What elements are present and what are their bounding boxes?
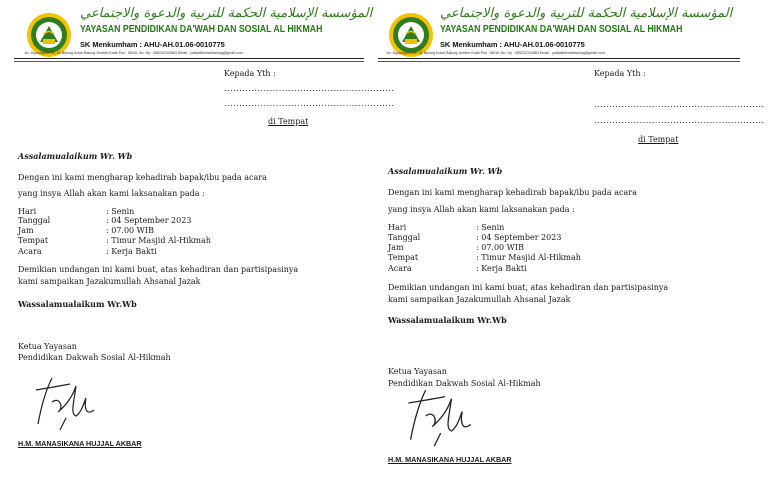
detail-label: Hari bbox=[18, 207, 37, 216]
signer-name: H.M. MANASIKANA HUJJAL AKBAR bbox=[18, 439, 142, 448]
closing-line-2: kami sampaikan Jazakumullah Ahsanal Jazak bbox=[388, 295, 571, 304]
header-rule-thin bbox=[14, 61, 364, 62]
opening-greeting: Assalamualaikum Wr. Wb bbox=[18, 151, 133, 161]
place-label: di Tempat bbox=[638, 135, 679, 144]
signer-title-1: Ketua Yayasan bbox=[18, 342, 77, 351]
recipient-line-1: ........................................................ bbox=[224, 84, 395, 93]
detail-label: Acara bbox=[18, 247, 42, 256]
header-rule bbox=[14, 58, 364, 59]
detail-row-place bbox=[388, 253, 581, 262]
recipient-line-2: ........................................................ bbox=[224, 99, 395, 108]
sk-number: SK Menkumham : AHU-AH.01.06-0010775 bbox=[440, 40, 585, 49]
opening-greeting: Assalamualaikum Wr. Wb bbox=[388, 166, 503, 176]
signer-name: H.M. MANASIKANA HUJJAL AKBAR bbox=[388, 455, 512, 464]
detail-row-event bbox=[18, 247, 157, 256]
detail-label: Jam bbox=[18, 226, 34, 235]
header-rule-thin bbox=[378, 61, 740, 62]
detail-label: Tempat bbox=[388, 253, 419, 262]
closing-line-1: Demikian undangan ini kami buat, atas kehadiran dan partisipasinya bbox=[388, 283, 669, 292]
detail-label: Jam bbox=[388, 243, 404, 252]
intro-line-1: Dengan ini kami mengharap kehadirab bapak/ibu pada acara bbox=[18, 173, 267, 182]
detail-value: : 07.00 WIB bbox=[476, 243, 524, 252]
closing-greeting: Wassalamualaikum Wr.Wb bbox=[388, 315, 507, 325]
closing-line-1: Demikian undangan ini kami buat, atas kehadiran dan partisipasinya bbox=[18, 265, 299, 274]
detail-value: : Senin bbox=[106, 207, 135, 216]
arabic-foundation-name: المؤسسة الإسلامية الحكمة للتربية والدعوة والاجتماعي bbox=[440, 6, 733, 21]
intro-line-1: Dengan ini kami mengharap kehadirab bapak/ibu pada acara bbox=[388, 188, 637, 197]
detail-row-time bbox=[18, 226, 154, 235]
handwritten-signature bbox=[30, 372, 110, 434]
intro-line-2: yang insya Allah akan kami laksanakan pada : bbox=[388, 205, 575, 214]
detail-label: Tanggal bbox=[388, 233, 421, 242]
detail-value: : Timur Masjid Al-Hikmah bbox=[476, 253, 581, 262]
foundation-address: Jln. Diponegoro No. 81 Balung Kulon Balung Jember Kode Pos : 68161 No. Hp : 085232102863 Email : yadsalhikmahbalung@gmail.com bbox=[24, 51, 243, 55]
detail-value: : Kerja Bakti bbox=[476, 264, 527, 273]
foundation-address: Jln. Diponegoro No. 81 Balung Kulon Balung Jember Kode Pos : 68161 No. Hp : 085232102863 Email : yadsalhikmahbalung@gmail.com bbox=[386, 51, 605, 55]
recipient-line-1: ........................................................ bbox=[594, 100, 765, 109]
detail-row-time bbox=[388, 243, 524, 252]
detail-value: : 04 September 2023 bbox=[476, 233, 562, 242]
sk-number: SK Menkumham : AHU-AH.01.06-0010775 bbox=[80, 40, 225, 49]
detail-value: : Kerja Bakti bbox=[106, 247, 157, 256]
signer-title-2: Pendidikan Dakwah Sosial Al-Hikmah bbox=[388, 379, 541, 388]
recipient-label: Kepada Yth : bbox=[594, 69, 646, 78]
foundation-name: YAYASAN PENDIDIKAN DA'WAH DAN SOSIAL AL HIKMAH bbox=[80, 24, 323, 35]
recipient-label: Kepada Yth : bbox=[224, 69, 276, 78]
detail-value: : 04 September 2023 bbox=[106, 216, 192, 225]
invitation-letter-right bbox=[374, 0, 765, 501]
detail-label: Acara bbox=[388, 264, 412, 273]
foundation-name: YAYASAN PENDIDIKAN DA'WAH DAN SOSIAL AL HIKMAH bbox=[440, 24, 683, 35]
signer-title-2: Pendidikan Dakwah Sosial Al-Hikmah bbox=[18, 353, 171, 362]
detail-row-date bbox=[18, 216, 191, 225]
detail-value: : Timur Masjid Al-Hikmah bbox=[106, 236, 211, 245]
detail-row-date bbox=[388, 233, 561, 242]
detail-row-day bbox=[388, 223, 504, 232]
intro-line-2: yang insya Allah akan kami laksanakan pada : bbox=[18, 189, 205, 198]
detail-row-day bbox=[18, 207, 134, 216]
detail-row-place bbox=[18, 236, 211, 245]
detail-value: : 07.00 WIB bbox=[106, 226, 154, 235]
handwritten-signature bbox=[402, 380, 488, 454]
detail-value: : Senin bbox=[476, 223, 505, 232]
detail-row-event bbox=[388, 264, 527, 273]
detail-label: Tanggal bbox=[18, 216, 51, 225]
recipient-line-2: ........................................................ bbox=[594, 116, 765, 125]
closing-line-2: kami sampaikan Jazakumullah Ahsanal Jazak bbox=[18, 277, 201, 286]
detail-label: Tempat bbox=[18, 236, 49, 245]
arabic-foundation-name: المؤسسة الإسلامية الحكمة للتربية والدعوة والاجتماعي bbox=[80, 6, 373, 21]
closing-greeting: Wassalamualaikum Wr.Wb bbox=[18, 299, 137, 309]
place-label: di Tempat bbox=[268, 117, 309, 126]
signer-title-1: Ketua Yayasan bbox=[388, 367, 447, 376]
detail-label: Hari bbox=[388, 223, 407, 232]
header-rule bbox=[378, 58, 740, 59]
